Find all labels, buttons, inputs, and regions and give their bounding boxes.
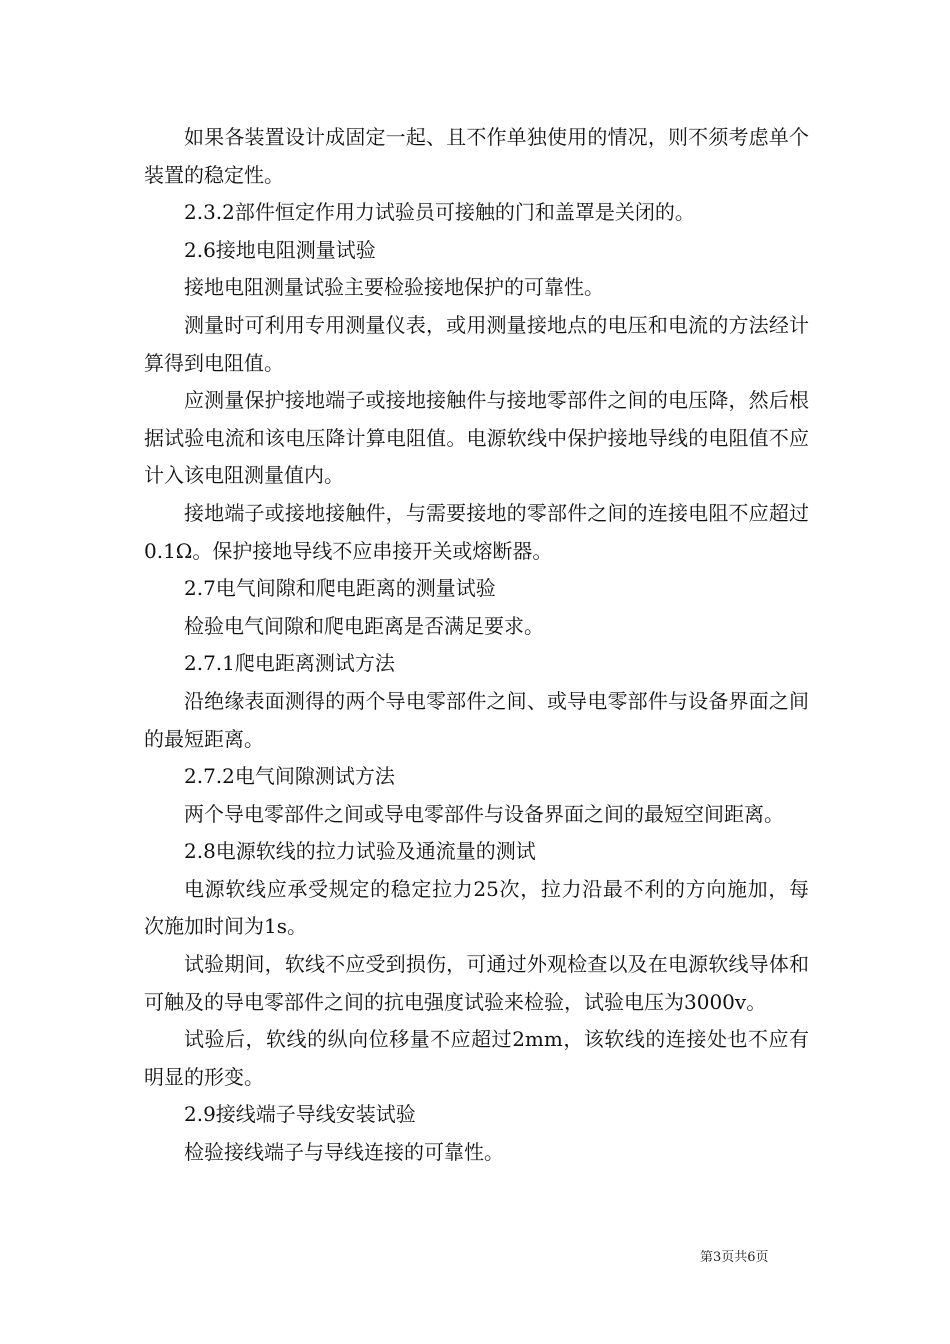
paragraph-11: 试验期间，软线不应受到损伤，可通过外观检查以及在电源软线导体和可触及的导电零部件之间的抗电强度试验来检验，试验电压为3000v。 xyxy=(144,952,809,1014)
paragraph-9: 两个导电零部件之间或导电零部件与设备界面之间的最短空间距离。 xyxy=(184,801,784,826)
section-heading-2-7-2: 2.7.2电气间隙测试方法 xyxy=(184,764,395,789)
section-heading-2-7: 2.7电气间隙和爬电距离的测量试验 xyxy=(184,576,496,601)
section-heading-2-9: 2.9接线端子导线安装试验 xyxy=(184,1102,416,1127)
paragraph-5: 应测量保护接地端子或接地接触件与接地零部件之间的电压降，然后根据试验电流和该电压降计算电阻值。电源软线中保护接地导线的电阻值不应计入该电阻测量值内。 xyxy=(144,388,809,488)
paragraph-3: 接地电阻测量试验主要检验接地保护的可靠性。 xyxy=(184,275,604,300)
paragraph-10: 电源软线应承受规定的稳定拉力25次，拉力沿最不利的方向施加，每次施加时间为1s。 xyxy=(144,876,809,939)
paragraph-2: 2.3.2部件恒定作用力试验员可接触的门和盖罩是关闭的。 xyxy=(184,200,695,225)
paragraph-8: 沿绝缘表面测得的两个导电零部件之间、或导电零部件与设备界面之间的最短距离。 xyxy=(144,688,809,751)
paragraph-6: 接地端子或接地接触件，与需要接地的零部件之间的连接电阻不应超过0.1Ω。保护接地导线不应串接开关或熔断器。 xyxy=(144,500,809,563)
document-body xyxy=(144,119,809,1172)
page-number-footer: 第3页共6页 xyxy=(700,1250,769,1265)
section-heading-2-6: 2.6接地电阻测量试验 xyxy=(184,237,376,262)
section-heading-2-8: 2.8电源软线的拉力试验及通流量的测试 xyxy=(184,839,536,864)
paragraph-4: 测量时可利用专用测量仪表，或用测量接地点的电压和电流的方法经计算得到电阻值。 xyxy=(144,312,809,375)
paragraph-12: 试验后，软线的纵向位移量不应超过2mm，该软线的连接处也不应有明显的形变。 xyxy=(144,1027,809,1089)
paragraph-7: 检验电气间隙和爬电距离是否满足要求。 xyxy=(184,613,544,638)
paragraph-13: 检验接线端子与导线连接的可靠性。 xyxy=(184,1140,504,1165)
paragraph-1: 如果各装置设计成固定一起、且不作单独使用的情况，则不须考虑单个装置的稳定性。 xyxy=(144,125,809,187)
section-heading-2-7-1: 2.7.1爬电距离测试方法 xyxy=(184,651,395,676)
